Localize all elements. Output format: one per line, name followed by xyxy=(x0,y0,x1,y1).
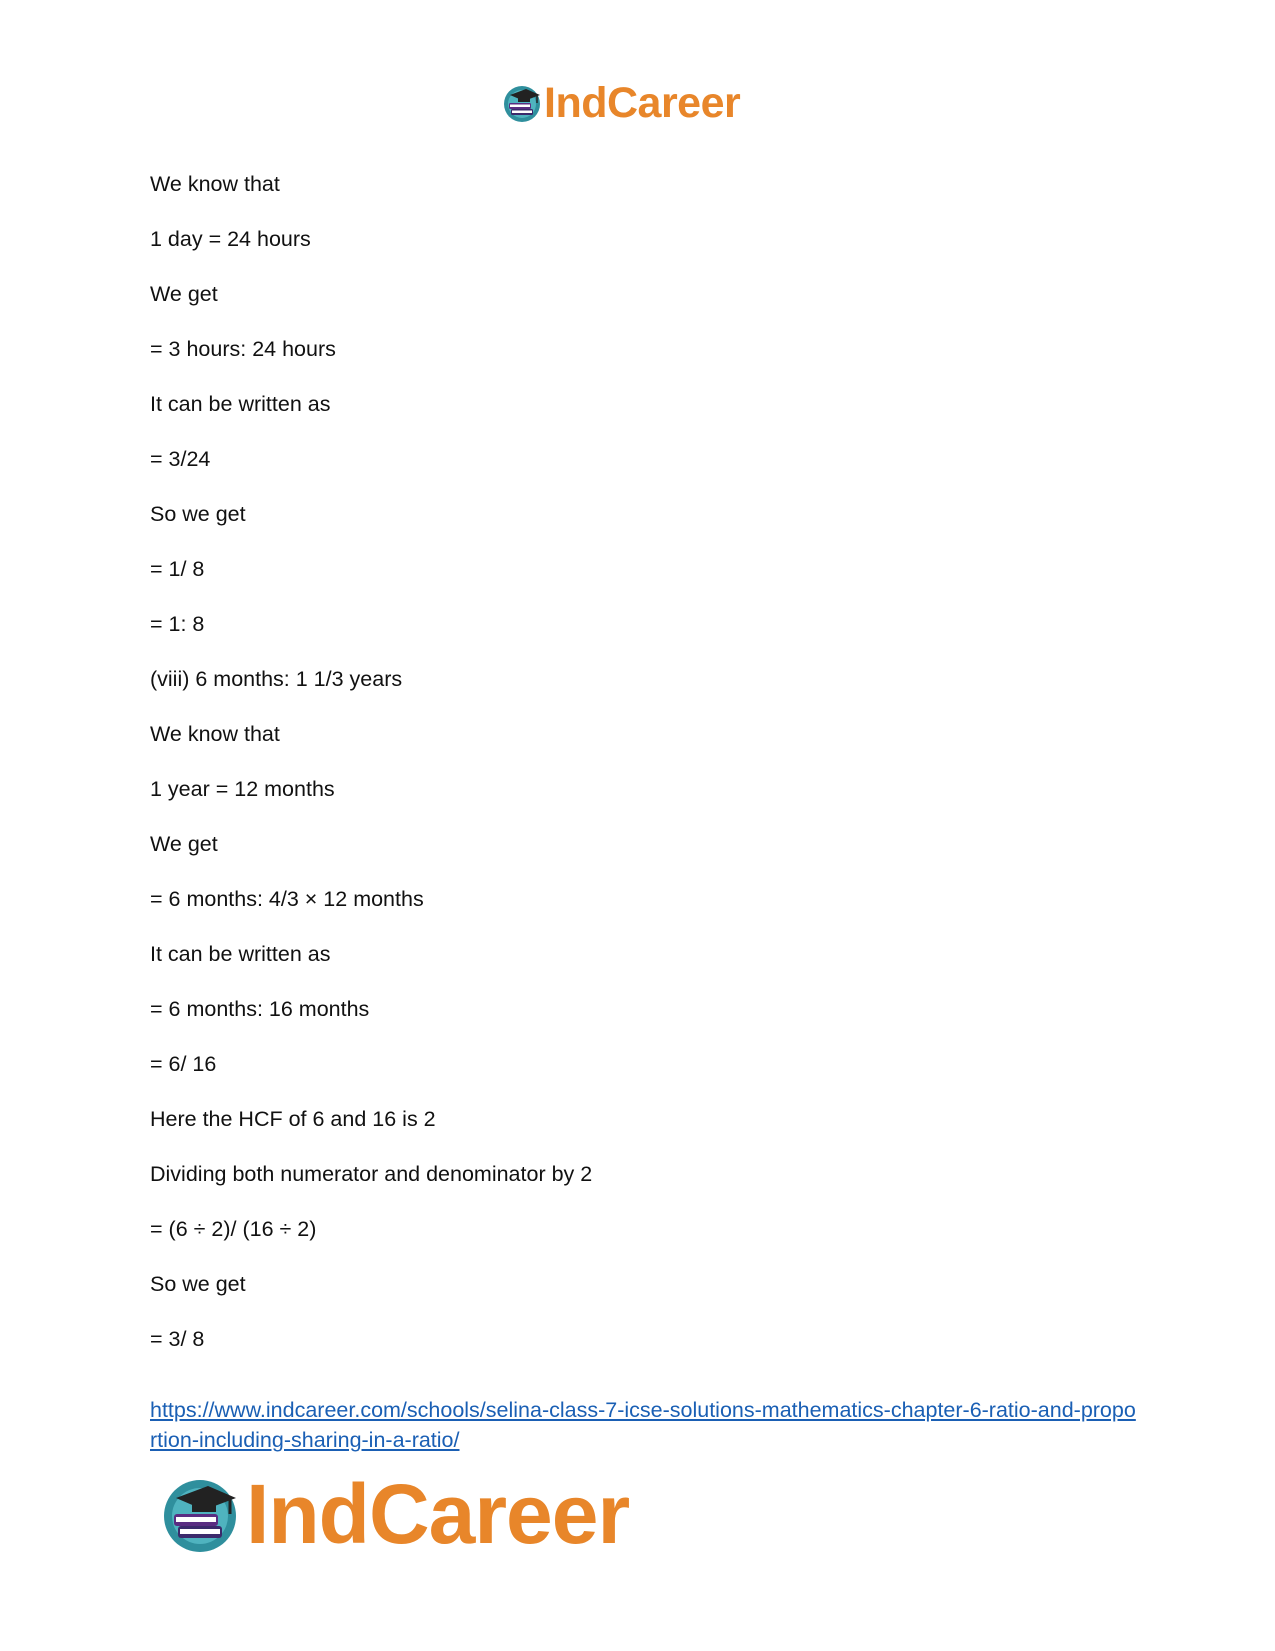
text-line: = 6 months: 16 months xyxy=(150,997,370,1021)
text-line: = 6 months: 4/3 × 12 months xyxy=(150,887,424,911)
text-line: We know that xyxy=(150,722,280,746)
text-line: = 3/ 8 xyxy=(150,1327,205,1351)
text-line: It can be written as xyxy=(150,392,331,416)
text-line: = 6/ 16 xyxy=(150,1052,217,1076)
text-line: It can be written as xyxy=(150,942,331,966)
question-heading: (viii) 6 months: 1 1/3 years xyxy=(150,667,403,691)
footer-logo-text: IndCareer xyxy=(246,1467,630,1561)
text-line: So we get xyxy=(150,1272,246,1296)
text-line: 1 year = 12 months xyxy=(150,777,335,801)
text-line: = 3/24 xyxy=(150,447,211,471)
text-line: = 1/ 8 xyxy=(150,557,205,581)
text-line: Here the HCF of 6 and 16 is 2 xyxy=(150,1107,436,1131)
graduation-cap-books-globe-icon xyxy=(160,1474,240,1554)
text-line: We get xyxy=(150,832,218,856)
text-line: = (6 ÷ 2)/ (16 ÷ 2) xyxy=(150,1217,317,1241)
text-line: Dividing both numerator and denominator by 2 xyxy=(150,1162,593,1186)
text-line: So we get xyxy=(150,502,246,526)
header-logo xyxy=(502,78,740,128)
graduation-cap-books-globe-icon xyxy=(502,83,542,123)
solution-content xyxy=(150,172,1130,1382)
text-line: We get xyxy=(150,282,218,306)
header-logo-text: IndCareer xyxy=(544,79,741,127)
text-line: = 1: 8 xyxy=(150,612,205,636)
text-line: = 3 hours: 24 hours xyxy=(150,337,336,361)
text-line: 1 day = 24 hours xyxy=(150,227,311,251)
footer-logo xyxy=(160,1468,629,1560)
source-link[interactable]: https://www.indcareer.com/schools/selina-class-7-icse-solutions-mathematics-chapter-6-ratio-and-proportion-including-sharing-in-a-ratio/ xyxy=(150,1398,1136,1452)
text-line: We know that xyxy=(150,172,280,196)
